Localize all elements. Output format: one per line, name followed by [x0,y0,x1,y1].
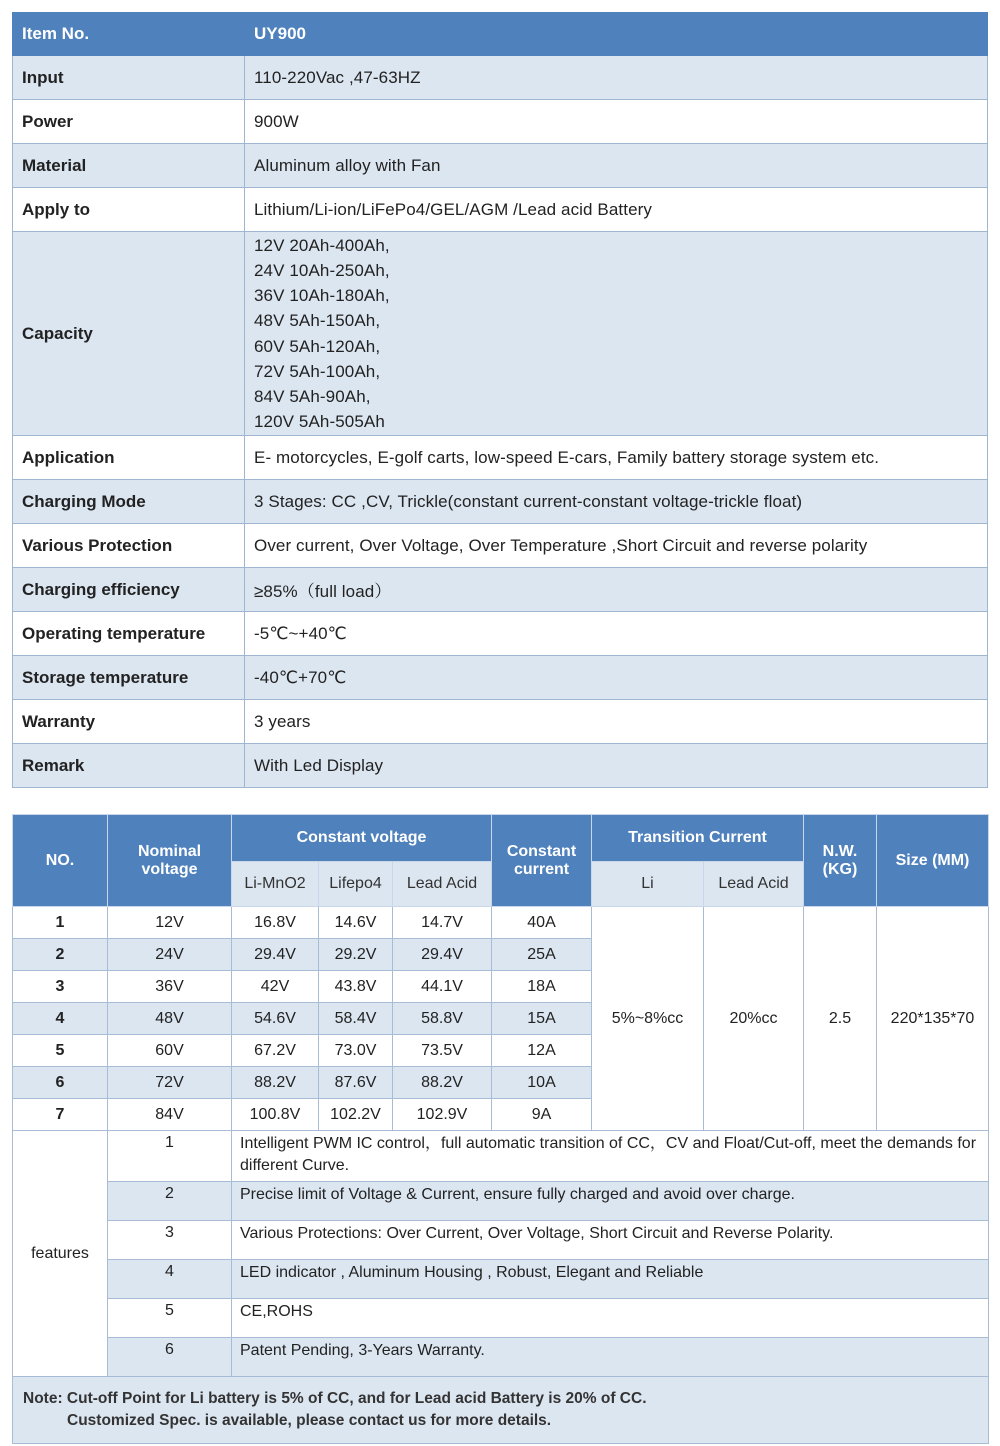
spec-value: -40℃+70℃ [245,656,988,700]
spec-label: Material [13,144,245,188]
spec-row [13,700,988,744]
spec-row [13,188,988,232]
row-lead-acid: 88.2V [393,1067,492,1099]
row-no: 6 [13,1067,108,1099]
row-lifepo4: 102.2V [319,1099,393,1131]
spec-row [13,436,988,480]
spec-row-capacity [13,232,988,436]
spec-label: Apply to [13,188,245,232]
row-lifepo4: 29.2V [319,939,393,971]
feature-row [13,1182,989,1221]
feature-row [13,1221,989,1260]
nw-value: 2.5 [804,907,877,1131]
spec-row [13,100,988,144]
header-constant-voltage: Constant voltage [232,815,492,862]
row-cc: 18A [492,971,592,1003]
header-constant-current: Constant current [492,815,592,907]
spec-label: Input [13,56,245,100]
feature-text: Patent Pending, 3-Years Warranty. [232,1338,989,1377]
spec-header-value: UY900 [245,13,988,56]
row-cc: 40A [492,907,592,939]
row-lead-acid: 44.1V [393,971,492,1003]
row-no: 3 [13,971,108,1003]
row-lead-acid: 73.5V [393,1035,492,1067]
row-lead-acid: 29.4V [393,939,492,971]
row-cc: 12A [492,1035,592,1067]
row-cc: 10A [492,1067,592,1099]
row-nominal: 60V [108,1035,232,1067]
row-li-mno2: 29.4V [232,939,319,971]
capacity-list [245,232,988,436]
note-cell [13,1377,989,1444]
note-line-2: Customized Spec. is available, please contact us for more details. [67,1412,552,1429]
capacity-line: 60V 5Ah-120Ah, [254,336,381,356]
row-lead-acid: 102.9V [393,1099,492,1131]
features-label: features [13,1131,108,1377]
capacity-line: 48V 5Ah-150Ah, [254,311,381,331]
header-lead-acid: Lead Acid [393,862,492,907]
spec-label: Remark [13,744,245,788]
header-no: NO. [13,815,108,907]
header-lifepo4: Lifepo4 [319,862,393,907]
feature-text: Various Protections: Over Current, Over Voltage, Short Circuit and Reverse Polarity. [232,1221,989,1260]
row-lead-acid: 14.7V [393,907,492,939]
row-nominal: 12V [108,907,232,939]
size-value: 220*135*70 [877,907,989,1131]
capacity-line: 84V 5Ah-90Ah, [254,386,371,406]
row-nominal: 24V [108,939,232,971]
row-no: 2 [13,939,108,971]
row-cc: 25A [492,939,592,971]
spec-value: ≥85%（full load） [245,568,988,612]
row-li-mno2: 54.6V [232,1003,319,1035]
row-li-mno2: 88.2V [232,1067,319,1099]
capacity-line: 120V 5Ah-505Ah [254,412,385,432]
capacity-line: 72V 5Ah-100Ah, [254,361,381,381]
row-lifepo4: 14.6V [319,907,393,939]
feature-text: CE,ROHS [232,1299,989,1338]
spec-row [13,144,988,188]
spec-label: Operating temperature [13,612,245,656]
row-nominal: 48V [108,1003,232,1035]
note-row [13,1377,989,1444]
row-no: 5 [13,1035,108,1067]
spec-header-label: Item No. [13,13,245,56]
feature-no: 5 [108,1299,232,1338]
row-nominal: 72V [108,1067,232,1099]
spec-header-row [13,13,988,56]
spec-row [13,656,988,700]
spec-row [13,568,988,612]
row-li-mno2: 67.2V [232,1035,319,1067]
row-li-mno2: 100.8V [232,1099,319,1131]
header-li-mno2: Li-MnO2 [232,862,319,907]
spec-table [12,12,988,788]
row-no: 4 [13,1003,108,1035]
transition-li-value: 5%~8%cc [592,907,704,1131]
feature-text: LED indicator , Aluminum Housing , Robust, Elegant and Reliable [232,1260,989,1299]
spec-value: 3 years [245,700,988,744]
spec-value: E- motorcycles, E-golf carts, low-speed E-cars, Family battery storage system etc. [245,436,988,480]
spec-row [13,480,988,524]
row-cc: 9A [492,1099,592,1131]
feature-text: Intelligent PWM IC control，full automatic transition of CC，CV and Float/Cut-off, meet the demands for different Curve. [232,1131,989,1182]
spec-label: Capacity [13,232,245,436]
spec-value: 110-220Vac ,47-63HZ [245,56,988,100]
row-lifepo4: 43.8V [319,971,393,1003]
transition-lead-acid-value: 20%cc [704,907,804,1131]
spec-label: Storage temperature [13,656,245,700]
row-li-mno2: 16.8V [232,907,319,939]
row-nominal: 36V [108,971,232,1003]
row-no: 7 [13,1099,108,1131]
spec-row [13,524,988,568]
spec-label: Application [13,436,245,480]
header-nominal-voltage: Nominal voltage [108,815,232,907]
capacity-line: 12V 20Ah-400Ah, [254,235,390,255]
row-li-mno2: 42V [232,971,319,1003]
feature-row [13,1131,989,1182]
row-lifepo4: 87.6V [319,1067,393,1099]
row-lifepo4: 73.0V [319,1035,393,1067]
spec-value: Aluminum alloy with Fan [245,144,988,188]
spec-label: Charging Mode [13,480,245,524]
header-transition-current: Transition Current [592,815,804,862]
header-nw: N.W. (KG) [804,815,877,907]
row-nominal: 84V [108,1099,232,1131]
header-tc-lead-acid: Lead Acid [704,862,804,907]
header-size: Size (MM) [877,815,989,907]
spec-row [13,744,988,788]
header-tc-li: Li [592,862,704,907]
model-table [12,814,989,1444]
spec-label: Various Protection [13,524,245,568]
spec-value: Over current, Over Voltage, Over Temperature ,Short Circuit and reverse polarity [245,524,988,568]
spec-value: Lithium/Li-ion/LiFePo4/GEL/AGM /Lead acid Battery [245,188,988,232]
row-no: 1 [13,907,108,939]
capacity-line: 36V 10Ah-180Ah, [254,286,390,306]
spec-value: 900W [245,100,988,144]
feature-row [13,1299,989,1338]
model-header-row [13,815,989,862]
feature-no: 2 [108,1182,232,1221]
feature-no: 1 [108,1131,232,1182]
spec-value: With Led Display [245,744,988,788]
row-lead-acid: 58.8V [393,1003,492,1035]
spec-label: Warranty [13,700,245,744]
table-row [13,907,989,939]
row-lifepo4: 58.4V [319,1003,393,1035]
spec-label: Power [13,100,245,144]
feature-no: 6 [108,1338,232,1377]
capacity-line: 24V 10Ah-250Ah, [254,260,390,280]
row-cc: 15A [492,1003,592,1035]
spec-row [13,612,988,656]
feature-no: 4 [108,1260,232,1299]
note-line-1: Note: Cut-off Point for Li battery is 5% of CC, and for Lead acid Battery is 20% of CC. [23,1390,647,1407]
spec-value: 3 Stages: CC ,CV, Trickle(constant current-constant voltage-trickle float) [245,480,988,524]
spec-value: -5℃~+40℃ [245,612,988,656]
feature-no: 3 [108,1221,232,1260]
feature-text: Precise limit of Voltage & Current, ensure fully charged and avoid over charge. [232,1182,989,1221]
feature-row [13,1260,989,1299]
spec-row [13,56,988,100]
spec-label: Charging efficiency [13,568,245,612]
feature-row [13,1338,989,1377]
